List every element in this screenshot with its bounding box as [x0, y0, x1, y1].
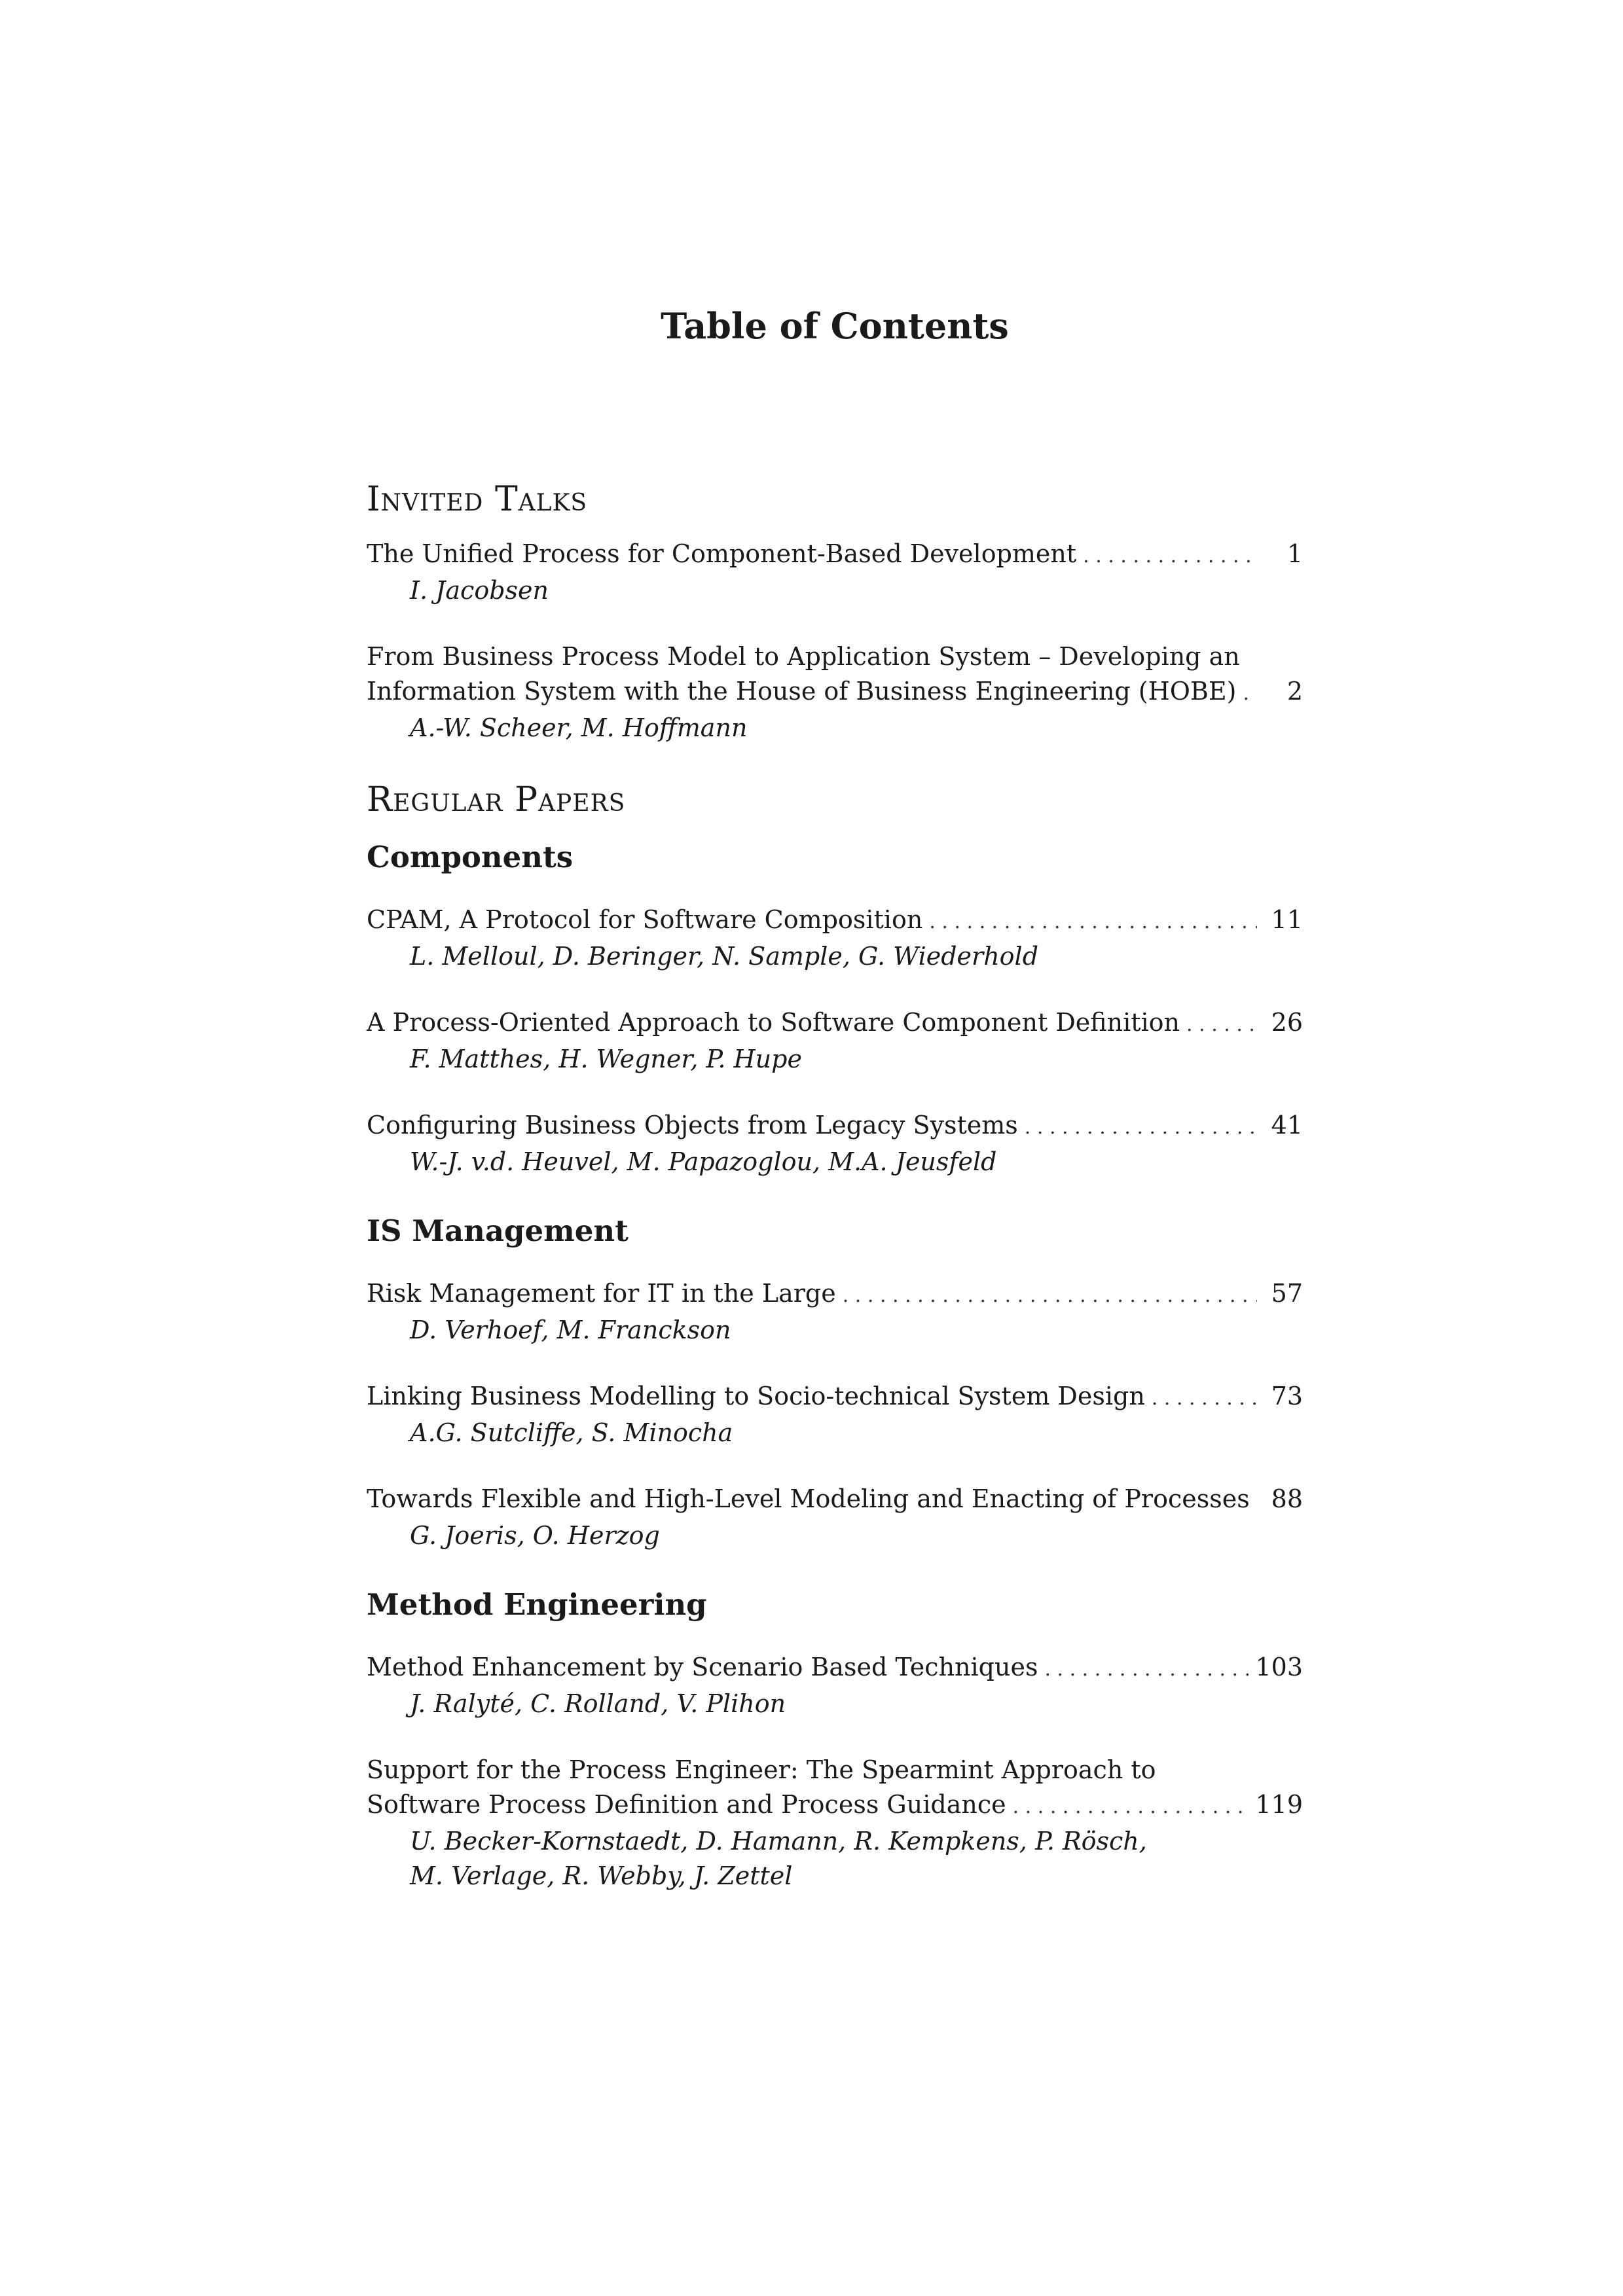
- entry-title-row: [367, 1379, 1303, 1416]
- toc-entry[interactable]: [367, 639, 1303, 745]
- entry-title-line: Towards Flexible and High-Level Modeling and Enacting of Processes: [367, 1484, 1250, 1513]
- dot-leader: [1152, 1381, 1257, 1416]
- entry-page-number: 1: [1286, 539, 1303, 568]
- entry-title-line: A Process-Oriented Approach to Software Component Definition: [367, 1008, 1180, 1037]
- dot-leader: [1243, 676, 1257, 711]
- entry-title-row: [367, 674, 1303, 711]
- entry-page-number: 2: [1286, 677, 1303, 706]
- dot-leader: [1025, 1110, 1257, 1145]
- part-heading: Invited Talks: [367, 480, 588, 519]
- entry-authors: W.-J. v.d. Heuvel, M. Papazoglou, M.A. Jeusfeld: [410, 1147, 997, 1176]
- entry-title-row: [367, 1276, 1303, 1313]
- dot-leader: [1083, 539, 1257, 573]
- dot-leader: [843, 1278, 1257, 1313]
- entry-authors: M. Verlage, R. Webby, J. Zettel: [410, 1861, 793, 1890]
- entry-page-number: 57: [1271, 1279, 1303, 1308]
- entry-authors: A.-W. Scheer, M. Hoffmann: [410, 713, 748, 742]
- section-heading: Method Engineering: [367, 1587, 707, 1622]
- entry-authors: G. Joeris, O. Herzog: [410, 1521, 660, 1550]
- entry-title-row: [367, 1650, 1303, 1687]
- entry-title-line: The Unified Process for Component-Based Development: [367, 539, 1077, 568]
- toc-entry[interactable]: [367, 1379, 1303, 1450]
- toc-body: [367, 476, 1303, 1925]
- entry-title-line: Linking Business Modelling to Socio-technical System Design: [367, 1382, 1145, 1410]
- entry-page-number: 73: [1271, 1382, 1303, 1410]
- entry-title-row: [367, 1787, 1303, 1824]
- dot-leader: [1186, 1007, 1257, 1042]
- entry-page-number: 11: [1271, 905, 1303, 934]
- toc-entry[interactable]: [367, 1108, 1303, 1179]
- entry-authors: I. Jacobsen: [410, 576, 549, 605]
- toc-entry[interactable]: [367, 1650, 1303, 1721]
- toc-entry[interactable]: [367, 1005, 1303, 1077]
- entry-page-number: 26: [1271, 1008, 1303, 1037]
- entry-title-line: Configuring Business Objects from Legacy Systems: [367, 1111, 1018, 1139]
- section-heading: IS Management: [367, 1213, 629, 1248]
- entry-authors: U. Becker-Kornstaedt, D. Hamann, R. Kempkens, P. Rösch,: [410, 1827, 1147, 1856]
- dot-leader: [1013, 1789, 1249, 1824]
- entry-page-number: 88: [1271, 1484, 1303, 1513]
- toc-entry[interactable]: [367, 1276, 1303, 1348]
- entry-title-row: [367, 537, 1303, 573]
- entry-authors: L. Melloul, D. Beringer, N. Sample, G. Wiederhold: [410, 942, 1039, 971]
- entry-title-row: [367, 1482, 1303, 1518]
- entry-title-line: Software Process Definition and Process Guidance: [367, 1790, 1006, 1819]
- dot-leader: [1044, 1652, 1249, 1687]
- entry-authors: F. Matthes, H. Wegner, P. Hupe: [410, 1045, 802, 1073]
- toc-entry[interactable]: [367, 537, 1303, 608]
- dot-leader: [1256, 1484, 1257, 1518]
- entry-title-line: CPAM, A Protocol for Software Composition: [367, 905, 923, 934]
- entry-page-number: 119: [1255, 1790, 1303, 1819]
- entry-title-row: [367, 1005, 1303, 1042]
- dot-leader: [929, 905, 1257, 939]
- entry-title-row: [367, 1108, 1303, 1145]
- entry-title-line: Support for the Process Engineer: The Spearmint Approach to: [367, 1755, 1156, 1784]
- entry-page-number: 103: [1255, 1653, 1303, 1681]
- entry-page-number: 41: [1271, 1111, 1303, 1139]
- entry-title-line: Method Enhancement by Scenario Based Techniques: [367, 1653, 1038, 1681]
- entry-title-line: From Business Process Model to Application System – Developing an: [367, 642, 1240, 671]
- toc-entry[interactable]: [367, 1753, 1303, 1893]
- toc-entry[interactable]: [367, 903, 1303, 974]
- entry-authors: D. Verhoef, M. Franckson: [410, 1316, 731, 1344]
- entry-title-row: [367, 903, 1303, 939]
- entry-title-line: Information System with the House of Business Engineering (HOBE): [367, 677, 1237, 706]
- part-heading: Regular Papers: [367, 780, 626, 819]
- entry-authors: A.G. Sutcliffe, S. Minocha: [410, 1418, 733, 1447]
- section-heading: Components: [367, 840, 574, 874]
- page-title: Table of Contents: [661, 305, 1009, 347]
- entry-title-line: Risk Management for IT in the Large: [367, 1279, 836, 1308]
- entry-authors: J. Ralyté, C. Rolland, V. Plihon: [410, 1689, 786, 1718]
- toc-entry[interactable]: [367, 1482, 1303, 1553]
